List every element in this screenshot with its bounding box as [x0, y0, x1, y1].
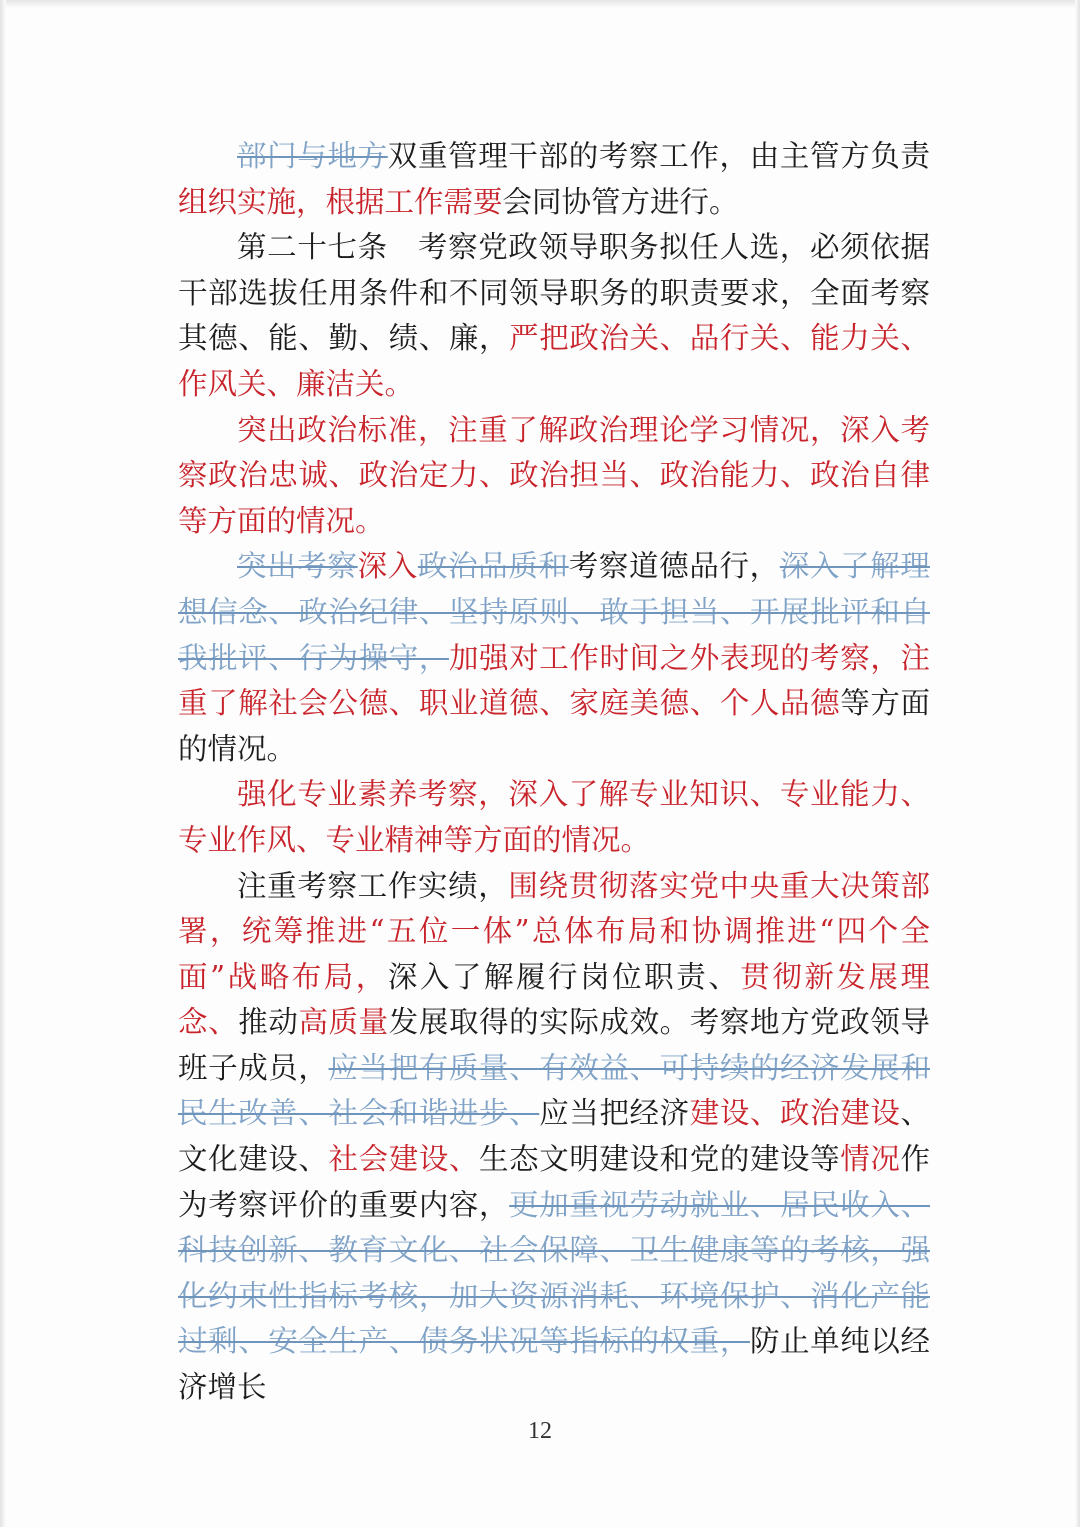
paragraph: [178, 225, 930, 407]
body-text: 生态文明建设和党的建设等: [479, 1142, 841, 1177]
paragraph: [178, 134, 930, 225]
document-body: [178, 134, 930, 1411]
deleted-text: 更加重视劳动就业、居民收入、科技创新、教育文化、社会保障、卫生健康等的考核，强化约束性指标考核，加大资源消耗、环境保护、消化产能过剩、安全生产、债务状况等指标的权重，: [178, 1187, 930, 1359]
added-text: 强化专业素养考察，深入了解专业知识、专业能力、专业作风、专业精神等方面的情况。: [178, 777, 930, 857]
added-text: 建设、政治建设: [689, 1096, 901, 1131]
added-text: 高质量: [298, 1005, 389, 1040]
added-text: 社会建设、: [328, 1142, 480, 1177]
body-text: 考察道德品行，: [568, 549, 780, 584]
added-text: 围绕贯彻落实党中央重大决策部署，统筹推进“五位一体”总体布局和协调推进“四个全面”战略布局，: [178, 868, 930, 994]
deleted-text: 部门与地方: [237, 139, 388, 173]
page-number: 12: [528, 1418, 552, 1444]
added-text: 组织实施，根据工作需要: [178, 184, 503, 219]
body-text: 注重考察工作实绩，: [237, 868, 509, 903]
added-text: 加强对工作时间之外表现的考察，注重了解社会公德、职业道德、家庭美德、个人品德: [178, 640, 930, 721]
deleted-text: 应当把有质量、有效益、可持续的经济发展和民生改善、社会和谐进步、: [178, 1050, 930, 1131]
added-text: 突出政治标准，注重了解政治理论学习情况，深入考察政治忠诚、政治定力、政治担当、政治能力、政治自律等方面的情况。: [178, 412, 930, 538]
body-text: 防止单纯以经济增长: [178, 1324, 930, 1405]
paragraph: [178, 772, 930, 863]
body-text: 第二十七条 考察党政领导职务拟任人选，必须依据干部选拔任用条件和不同领导职务的职责要求，全面考察其德、能、勤、绩、廉，: [178, 230, 930, 356]
paragraph: [178, 408, 930, 545]
deleted-text: 突出考察: [237, 549, 358, 584]
body-text: 会同协管方进行。: [502, 184, 739, 219]
body-text: 推动: [238, 1005, 299, 1040]
scan-edge-right: [1075, 0, 1080, 1527]
added-text: 深入: [357, 549, 418, 584]
body-text: 发展取得的实际成效。考察地方党政领导班子成员，: [178, 1005, 930, 1085]
body-text: 等方面的情况。: [178, 686, 930, 766]
body-text: 、文化建设、: [178, 1096, 930, 1177]
body-text: 应当把经济: [539, 1096, 690, 1131]
paragraph: [178, 864, 930, 1411]
body-text: 深入了解履行岗位职责、: [387, 959, 741, 994]
body-text: 作为考察评价的重要内容，: [178, 1142, 930, 1222]
scan-edge-left: [0, 0, 6, 1527]
body-text: 双重管理干部的考察工作，由主管方负责: [387, 139, 930, 173]
added-text: 严把政治关、品行关、能力关、作风关、廉洁关。: [178, 321, 930, 401]
deleted-text: 政治品质和: [417, 549, 569, 584]
scan-edge-top: [0, 0, 1080, 8]
added-text: 情况: [840, 1142, 901, 1177]
added-text: 贯彻新发展理念、: [178, 959, 930, 1040]
deleted-text: 深入了解理想信念、政治纪律、坚持原则、敢于担当、开展批评和自我批评、行为操守，: [178, 549, 930, 675]
paragraph: [178, 544, 930, 772]
